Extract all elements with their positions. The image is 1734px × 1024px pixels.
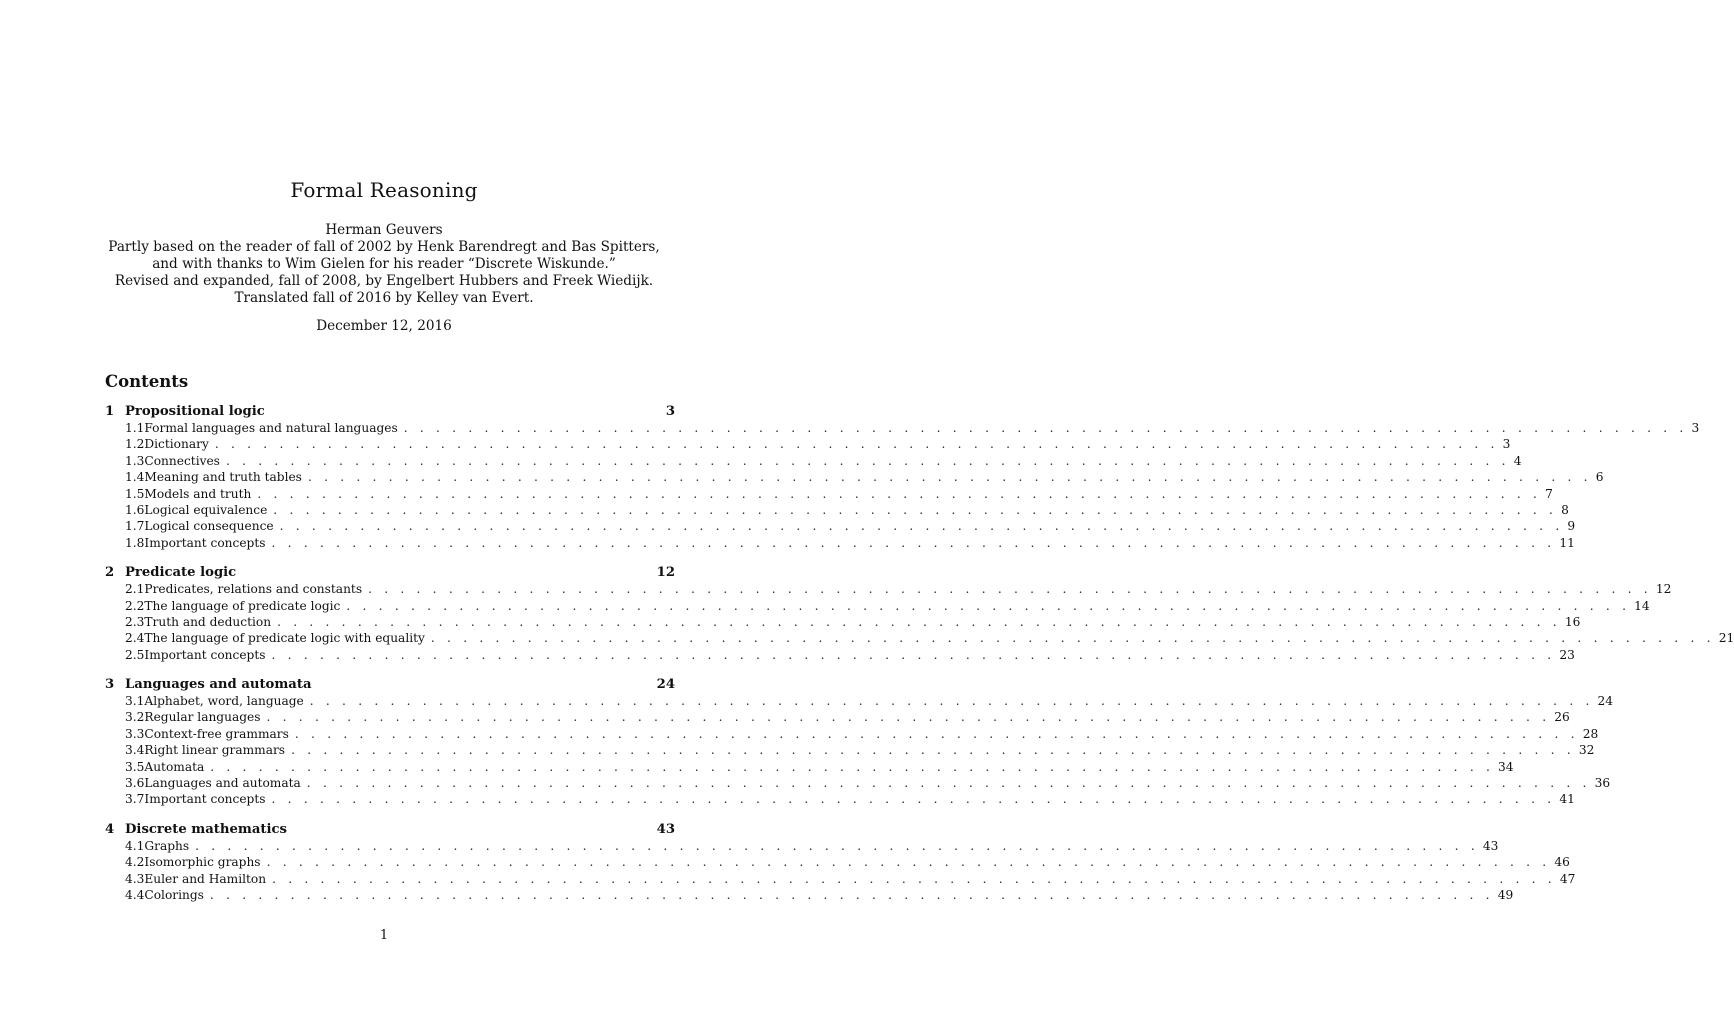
toc-subsection-page: 21 — [1718, 631, 1734, 646]
dot-leader: . . . . . . . . . . . . . . . . . . . . . . . . . . . . . . . . . . . . . . . . . . . . . . . . . . . . . . . . . . . . . . . . . . . . . . . . . . . . . . . . — [346, 598, 1631, 613]
dot-leader: . . . . . . . . . . . . . . . . . . . . . . . . . . . . . . . . . . . . . . . . . . . . . . . . . . . . . . . . . . . . . . . . . . . . . . . . . . . . . . . . — [306, 776, 1591, 791]
toc-subsection-page: 4 — [1513, 453, 1522, 468]
toc-subsection-title: Important concepts — [144, 792, 266, 807]
toc-section-entry[interactable] — [105, 822, 675, 839]
toc-section-entry[interactable] — [105, 677, 675, 694]
author-line: Herman Geuvers — [325, 222, 443, 238]
toc-subsection-title: Graphs — [144, 838, 190, 853]
toc-subsection-number: 3.3 — [125, 726, 145, 741]
dot-leader: . . . . . . . . . . . . . . . . . . . . . . . . . . . . . . . . . . . . . . . . . . . . . . . . . . . . . . . . . . . . . . . . . . . . . . . . . . . . . . . . — [272, 871, 1556, 886]
toc-subsection-entry[interactable] — [105, 759, 1514, 776]
toc-subsection-number: 1.4 — [125, 470, 145, 485]
toc-section — [105, 565, 1734, 664]
toc-subsection-number: 3.4 — [125, 743, 145, 758]
toc-subsection-page: 6 — [1595, 470, 1604, 485]
toc-subsection-entry[interactable] — [105, 871, 1576, 888]
dot-leader: . . . . . . . . . . . . . . . . . . . . . . . . . . . . . . . . . . . . . . . . . . . . . . . . . . . . . . . . . . . . . . . . . . . . . . . . . . . . . . . . — [307, 470, 1592, 485]
toc-section-title: Predicate logic — [125, 565, 237, 581]
toc-subsection-title: Predicates, relations and constants — [144, 582, 363, 597]
dot-leader: . . . . . . . . . . . . . . . . . . . . . . . . . . . . . . . . . . . . . . . . . . . . . . . . . . . . . . . . . . . . . . . . . . . . . . . . . . . . . . . . — [214, 437, 1499, 452]
toc-subsection-title: The language of predicate logic with equality — [144, 631, 425, 646]
toc-subsection-number: 1.3 — [125, 453, 145, 468]
toc-subsection-title: Meaning and truth tables — [144, 470, 302, 485]
toc-subsection-entry[interactable] — [105, 421, 1700, 437]
toc-subsection-number: 2.2 — [125, 598, 145, 613]
toc-section-title: Languages and automata — [125, 677, 312, 693]
dot-leader: . . . . . . . . . . . . . . . . . . . . . . . . . . . . . . . . . . . . . . . . . . . . . . . . . . . . . . . . . . . . . . . . . . . . . . . . . . . . . . . . — [368, 582, 1652, 597]
toc-section-title: Propositional logic — [125, 404, 265, 419]
toc-subsection-number: 2.4 — [125, 631, 145, 646]
toc-subsection-entry[interactable] — [105, 470, 1604, 486]
table-of-contents — [105, 404, 1734, 917]
toc-subsection-page: 32 — [1578, 743, 1595, 758]
toc-subsection-entry[interactable] — [105, 614, 1581, 631]
toc-subsection-title: Connectives — [144, 453, 220, 468]
toc-subsection-title: Regular languages — [144, 710, 261, 725]
toc-subsection-title: Important concepts — [144, 535, 266, 550]
toc-subsection-page: 3 — [1502, 437, 1511, 452]
author-block — [0, 222, 768, 307]
author-line: Translated fall of 2016 by Kelley van Evert. — [234, 290, 534, 306]
toc-subsection-title: Logical consequence — [144, 519, 274, 534]
toc-subsection-entry[interactable] — [105, 726, 1599, 743]
toc-subsection-page: 16 — [1564, 614, 1581, 629]
toc-subsection-number: 1.8 — [125, 535, 145, 550]
dot-leader: . . . . . . . . . . . . . . . . . . . . . . . . . . . . . . . . . . . . . . . . . . . . . . . . . . . . . . . . . . . . . . . . . . . . . . . . . . . . . . . . — [195, 838, 1479, 853]
dot-leader: . . . . . . . . . . . . . . . . . . . . . . . . . . . . . . . . . . . . . . . . . . . . . . . . . . . . . . . . . . . . . . . . . . . . . . . . . . . . . . . . — [291, 743, 1575, 758]
toc-subsection-title: Context-free grammars — [144, 726, 289, 741]
toc-subsection-title: Dictionary — [144, 437, 209, 452]
toc-subsection-number: 1.5 — [125, 486, 145, 501]
dot-leader: . . . . . . . . . . . . . . . . . . . . . . . . . . . . . . . . . . . . . . . . . . . . . . . . . . . . . . . . . . . . . . . . . . . . . . . . . . . . . . . . — [271, 792, 1556, 807]
dot-leader: . . . . . . . . . . . . . . . . . . . . . . . . . . . . . . . . . . . . . . . . . . . . . . . . . . . . . . . . . . . . . . . . . . . . . . . . . . . . . . . . — [430, 631, 1715, 646]
toc-subsection-entry[interactable] — [105, 887, 1514, 904]
toc-subsection-entry[interactable] — [105, 855, 1570, 871]
page-number: 1 — [379, 928, 389, 943]
toc-section — [105, 677, 1614, 809]
toc-subsection-entry[interactable] — [105, 598, 1650, 615]
toc-subsection-number: 4.2 — [125, 855, 145, 870]
toc-subsection-number: 1.1 — [125, 421, 145, 435]
toc-subsection-entry[interactable] — [105, 694, 1614, 710]
toc-subsection-title: Right linear grammars — [144, 743, 286, 758]
toc-subsection-page: 43 — [1482, 838, 1499, 853]
toc-subsection-number: 2.3 — [125, 614, 145, 629]
toc-subsection-entry[interactable] — [105, 792, 1575, 808]
toc-subsection-number: 3.7 — [125, 792, 145, 807]
toc-subsection-page: 41 — [1559, 792, 1575, 807]
toc-subsection-entry[interactable] — [105, 502, 1569, 519]
toc-subsection-page: 23 — [1559, 647, 1575, 662]
toc-subsection-title: Important concepts — [144, 647, 266, 662]
toc-subsection-number: 4.1 — [125, 838, 145, 853]
toc-subsection-title: Euler and Hamilton — [144, 871, 267, 886]
toc-subsection-entry[interactable] — [105, 776, 1611, 792]
dot-leader: . . . . . . . . . . . . . . . . . . . . . . . . . . . . . . . . . . . . . . . . . . . . . . . . . . . . . . . . . . . . . . . . . . . . . . . . . . . . . . . . — [279, 519, 1564, 534]
toc-subsection-page: 14 — [1634, 598, 1650, 613]
toc-subsection-number: 3.5 — [125, 759, 145, 774]
toc-subsection-number: 4.4 — [125, 887, 145, 902]
toc-subsection-title: Automata — [144, 759, 205, 774]
dot-leader: . . . . . . . . . . . . . . . . . . . . . . . . . . . . . . . . . . . . . . . . . . . . . . . . . . . . . . . . . . . . . . . . . . . . . . . . . . . . . . . . — [273, 502, 1558, 517]
toc-section-page: 24 — [656, 677, 675, 693]
toc-subsection-title: Models and truth — [144, 486, 252, 501]
toc-subsection-number: 3.2 — [125, 710, 145, 725]
author-line: Partly based on the reader of fall of 2002 by Henk Barendregt and Bas Spitters, — [108, 239, 660, 255]
toc-section-number: 2 — [105, 565, 115, 581]
toc-subsection-page: 7 — [1545, 486, 1553, 501]
toc-subsection-page: 3 — [1691, 421, 1700, 435]
toc-subsection-page: 11 — [1559, 535, 1575, 550]
toc-subsection-number: 3.6 — [125, 776, 145, 791]
dot-leader: . . . . . . . . . . . . . . . . . . . . . . . . . . . . . . . . . . . . . . . . . . . . . . . . . . . . . . . . . . . . . . . . . . . . . . . . . . . . . . . . — [277, 614, 1561, 629]
toc-section-number: 3 — [105, 677, 115, 693]
toc-subsection-title: Languages and automata — [144, 776, 301, 791]
dot-leader: . . . . . . . . . . . . . . . . . . . . . . . . . . . . . . . . . . . . . . . . . . . . . . . . . . . . . . . . . . . . . . . . . . . . . . . . . . . . . . . . — [257, 486, 1542, 501]
toc-subsection-page: 34 — [1498, 759, 1514, 774]
toc-section-page: 3 — [665, 404, 675, 419]
author-line: Revised and expanded, fall of 2008, by Engelbert Hubbers and Freek Wiedijk. — [114, 273, 654, 289]
toc-subsection-page: 46 — [1554, 855, 1570, 870]
toc-subsection-page: 8 — [1561, 502, 1569, 517]
dot-leader: . . . . . . . . . . . . . . . . . . . . . . . . . . . . . . . . . . . . . . . . . . . . . . . . . . . . . . . . . . . . . . . . . . . . . . . . . . . . . . . . — [271, 535, 1556, 550]
toc-section-entry[interactable] — [105, 565, 675, 582]
toc-subsection-number: 3.1 — [125, 694, 145, 709]
dot-leader: . . . . . . . . . . . . . . . . . . . . . . . . . . . . . . . . . . . . . . . . . . . . . . . . . . . . . . . . . . . . . . . . . . . . . . . . . . . . . . . . — [210, 759, 1495, 774]
toc-subsection-page: 28 — [1582, 726, 1599, 741]
toc-subsection-entry[interactable] — [105, 453, 1522, 470]
toc-subsection-title: The language of predicate logic — [144, 598, 341, 613]
document-title: Formal Reasoning — [290, 178, 478, 202]
toc-section-entry[interactable] — [105, 404, 675, 421]
toc-subsection-title: Logical equivalence — [144, 502, 268, 517]
toc-subsection-number: 2.1 — [125, 582, 145, 597]
toc-subsection-entry[interactable] — [105, 710, 1570, 726]
toc-subsection-page: 47 — [1559, 871, 1576, 886]
toc-subsection-title: Truth and deduction — [144, 614, 272, 629]
dot-leader: . . . . . . . . . . . . . . . . . . . . . . . . . . . . . . . . . . . . . . . . . . . . . . . . . . . . . . . . . . . . . . . . . . . . . . . . . . . . . . . . — [294, 726, 1579, 741]
toc-subsection-title: Alphabet, word, language — [144, 694, 304, 709]
dot-leader: . . . . . . . . . . . . . . . . . . . . . . . . . . . . . . . . . . . . . . . . . . . . . . . . . . . . . . . . . . . . . . . . . . . . . . . . . . . . . . . . — [403, 421, 1688, 435]
toc-subsection-entry[interactable] — [105, 582, 1672, 598]
toc-subsection-entry[interactable] — [105, 437, 1511, 453]
toc-subsection-page: 24 — [1597, 694, 1614, 709]
toc-subsection-entry[interactable] — [105, 838, 1499, 855]
toc-subsection-number: 4.3 — [125, 871, 145, 886]
dot-leader: . . . . . . . . . . . . . . . . . . . . . . . . . . . . . . . . . . . . . . . . . . . . . . . . . . . . . . . . . . . . . . . . . . . . . . . . . . . . . . . . — [209, 887, 1494, 902]
toc-section-title: Discrete mathematics — [125, 821, 287, 837]
toc-section — [105, 821, 1576, 905]
toc-subsection-title: Isomorphic graphs — [144, 855, 261, 870]
toc-subsection-entry[interactable] — [105, 631, 1734, 647]
dot-leader: . . . . . . . . . . . . . . . . . . . . . . . . . . . . . . . . . . . . . . . . . . . . . . . . . . . . . . . . . . . . . . . . . . . . . . . . . . . . . . . . — [271, 647, 1556, 662]
document-date: December 12, 2016 — [316, 318, 452, 334]
toc-subsection-entry[interactable] — [105, 743, 1595, 759]
toc-subsection-title: Colorings — [144, 887, 204, 902]
toc-subsection-title: Formal languages and natural languages — [144, 421, 398, 435]
toc-subsection-number: 1.7 — [125, 519, 145, 534]
toc-section-page: 43 — [656, 821, 675, 837]
toc-subsection-page: 12 — [1655, 582, 1672, 597]
toc-subsection-page: 49 — [1497, 887, 1514, 902]
toc-subsection-number: 2.5 — [125, 647, 145, 662]
contents-heading: Contents — [105, 372, 189, 391]
toc-subsection-page: 36 — [1594, 776, 1611, 791]
dot-leader: . . . . . . . . . . . . . . . . . . . . . . . . . . . . . . . . . . . . . . . . . . . . . . . . . . . . . . . . . . . . . . . . . . . . . . . . . . . . . . . . — [266, 855, 1551, 870]
toc-subsection-entry[interactable] — [105, 486, 1553, 503]
dot-leader: . . . . . . . . . . . . . . . . . . . . . . . . . . . . . . . . . . . . . . . . . . . . . . . . . . . . . . . . . . . . . . . . . . . . . . . . . . . . . . . . — [309, 694, 1594, 709]
toc-section — [105, 404, 1700, 552]
toc-section-page: 12 — [656, 565, 675, 581]
toc-subsection-entry[interactable] — [105, 519, 1576, 535]
toc-subsection-page: 26 — [1554, 710, 1570, 725]
dot-leader: . . . . . . . . . . . . . . . . . . . . . . . . . . . . . . . . . . . . . . . . . . . . . . . . . . . . . . . . . . . . . . . . . . . . . . . . . . . . . . . . — [225, 453, 1510, 468]
dot-leader: . . . . . . . . . . . . . . . . . . . . . . . . . . . . . . . . . . . . . . . . . . . . . . . . . . . . . . . . . . . . . . . . . . . . . . . . . . . . . . . . — [266, 710, 1551, 725]
toc-subsection-number: 1.2 — [125, 437, 145, 452]
toc-subsection-page: 9 — [1567, 519, 1576, 534]
toc-subsection-entry[interactable] — [105, 647, 1575, 664]
toc-subsection-number: 1.6 — [125, 502, 145, 517]
toc-section-number: 1 — [105, 404, 115, 419]
toc-section-number: 4 — [105, 821, 115, 837]
toc-subsection-entry[interactable] — [105, 535, 1575, 552]
author-line: and with thanks to Wim Gielen for his reader “Discrete Wiskunde.” — [152, 256, 616, 272]
